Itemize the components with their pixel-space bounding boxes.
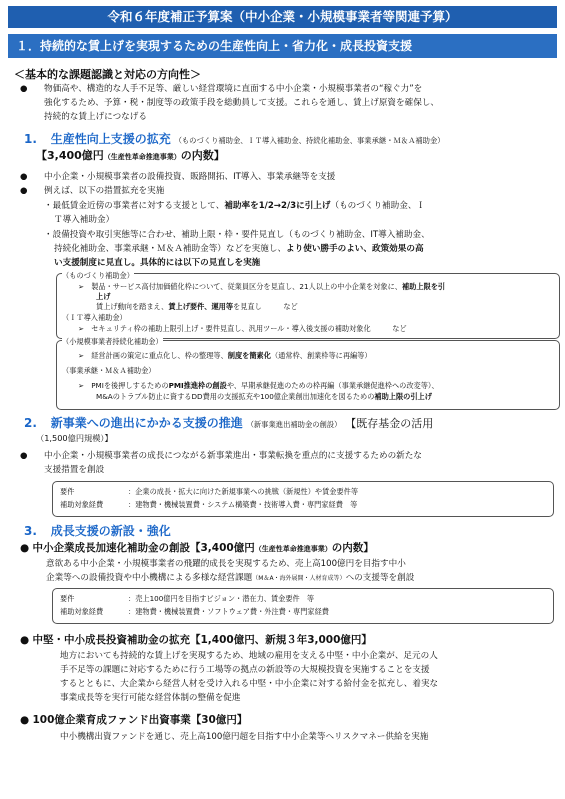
s1-box-g1a: ➢ 製品・サービス高付加価値化枠について、従業員区分を見直し、21人以上の中小企業を対象に、補助上限を引 [78, 282, 446, 291]
s2-exp-label: 補助対象経費 [60, 500, 104, 509]
basic-line-3: 持続的な賃上げにつなげる [44, 112, 147, 122]
s3-i1-l1: 意欲ある中小企業・小規模事業者の飛躍的成長を実現するため、売上高100億円を目指す中小 [46, 559, 406, 569]
s1-num: 1. [24, 132, 37, 146]
s3-i2-l2: 手不足等の課題に対応するために行う工場等の拠点の新設等の大規模投資を実施することを支援 [60, 665, 430, 675]
s1-box-g1a2: 上げ [96, 292, 111, 301]
s1-d2b: 持続化補助金、事業承継・Ｍ＆Ａ補助金等）などを実施し、より使い勝手のよい、政策効果の高 [54, 244, 424, 254]
s1-sub: （ものづくり補助金、ＩＴ導入補助金、持続化補助金、事業承継・Ｍ＆Ａ補助金） [174, 136, 445, 145]
s3-i2-l4: 事業成長等を実行可能な経営体制の整備を促進 [60, 693, 241, 703]
s1-d1a: 最低賃金近傍の事業者に対する支援として、 [52, 201, 225, 211]
s3-i2-title: ● 中堅・中小成長投資補助金の拡充【1,400億円、新規３年3,000億円】 [20, 634, 372, 646]
basic-heading: ＜基本的な課題認識と対応の方向性＞ [14, 68, 201, 81]
s3-exp-label: 補助対象経費 [60, 607, 104, 616]
s1-box-g1: （ものづくり補助金） [62, 271, 134, 280]
s3-exp: ：建物費・機械装置費・ソフトウェア費・外注費・専門家経費 [128, 607, 329, 616]
s1-d1c: （ものづくり補助金、Ｉ [330, 201, 426, 211]
s1-box-g4: （事業承継・Ｍ＆Ａ補助金） [62, 366, 156, 375]
s3-req: ：売上100億円を目指すビジョン・潜在力、賃金要件 等 [128, 594, 315, 603]
s1-d1d: Ｔ導入補助金） [54, 215, 115, 225]
s3-req-label: 要件 [60, 594, 75, 603]
s1-bullet-icon-2: ● [20, 186, 28, 196]
s1-box-g2a: ➢ セキュリティ枠の補助上限引上げ・要件見直し、汎用ツール・導入後支援の補助対象化 など [78, 324, 407, 333]
s1-budget-main: 【3,400億円 [36, 149, 104, 162]
s1-budget [36, 147, 225, 163]
s1-b1: 中小企業・小規模事業者の設備投資、販路開拓、IT導入、事業承継等を支援 [44, 172, 336, 182]
s1-d1: ・最低賃金近傍の事業者に対する支援として、補助率を1/2→2/3に引上げ（ものづくり補助金、Ｉ [44, 201, 426, 211]
s1-budget-small: （生産性革命推進事業） [103, 153, 181, 161]
s1-bullet-icon-1: ● [20, 172, 28, 182]
s3-heading: 3. 成長支援の新設・強化 [24, 524, 171, 538]
s1-d2d: い支援制度に見直し。具体的には以下の見直しを実施 [54, 258, 261, 268]
s1-box-g3a: ➢ 経営計画の策定に重点化し、枠の整理等、制度を簡素化（通常枠、創業枠等に再編等） [78, 351, 372, 360]
basic-line-2: 強化するため、予算・税・制度等の政策手段を総動員して支援。これらを通し、賃上げ原資を確保し、 [44, 98, 439, 108]
s2-bullet-icon: ● [20, 451, 28, 461]
s1-box-g4b: M&Aのトラブル防止に資するDD費用の支援拡充や100億企業創出加速化を図るための補助上限の引上げ [96, 392, 432, 401]
page-title: 令和６年度補正予算案（中小企業・小規模事業者等関連予算） [8, 6, 557, 28]
basic-bullet-icon: ● [20, 84, 28, 94]
s3-i1-l2: 企業等への設備投資や中小機構による多様な経営課題（M＆A・海外展開・人材育成等）への支援等を創設 [46, 573, 415, 583]
s1-b2: 例えば、以下の措置拡充を実施 [44, 186, 165, 196]
s2-req-label: 要件 [60, 487, 75, 496]
s1-box-g2: （ＩＴ導入補助金） [62, 313, 127, 322]
s2-exp: ：建物費・機械装置費・システム構築費・技術導入費・専門家経費 等 [128, 500, 358, 509]
s2-b1: 中小企業・小規模事業者の成長につながる新事業進出・事業転換を重点的に支援するための新たな [44, 451, 422, 461]
s1-d2a: ・設備投資や取引実態等に合わせ、補助上限・枠・要件見直し（ものづくり補助金、IT導入補助金、 [44, 230, 430, 240]
s3-i1-title: ● 中小企業成長加速化補助金の創設【3,400億円（生産性革命推進事業）の内数】 [20, 542, 374, 554]
s1-budget-end: の内数】 [180, 149, 225, 162]
s1-box-g3: （小規模事業者持続化補助金） [62, 337, 163, 346]
section-title: １．持続的な賃上げを実現するための生産性向上・省力化・成長投資支援 [8, 34, 557, 58]
s1-title: 生産性向上支援の拡充 [50, 132, 171, 146]
s1-heading [24, 130, 445, 147]
s2-b1b: 支援措置を創設 [44, 465, 105, 475]
s3-i2-l3: するとともに、大企業から経営人材を受け入れる中堅・中小企業に対する給付金を拡充し、着実な [60, 679, 439, 689]
s3-i2-l1: 地方においても持続的な賃上げを実現するため、地域の雇用を支える中堅・中小企業が、足元の人 [60, 651, 438, 661]
s3-i3-l1: 中小機構出資ファンドを通じ、売上高100億円超を目指す中小企業等へリスクマネー供給を実施 [60, 732, 429, 742]
s3-i3-title: ● 100億企業育成ファンド出資事業【30億円】 [20, 714, 248, 726]
s1-d1b: 補助率を1/2→2/3に引上げ [224, 201, 331, 211]
s1-box-g4a: ➢ PMIを後押しするためのPMI推進枠の創設や、早期承継促進のための枠再編（事業承継促進枠への改変等）、 [78, 381, 439, 390]
s2-req: ：企業の成長・拡大に向けた新規事業への挑戦（新規性）や賃金要件等 [128, 487, 359, 496]
s2-heading: 2. 新事業への進出にかかる支援の推進 （新事業進出補助金の創設） 【既存基金の活用 [24, 416, 434, 430]
s1-box-g1b: 賃上げ動向を踏まえ、賃上げ要件、運用等を見直し など [96, 302, 298, 311]
s2-budget: （1,500億円規模）】 [36, 433, 113, 443]
basic-line-1: 物価高や、構造的な人手不足等、厳しい経営環境に直面する中小企業・小規模事業者の“稼ぐ力”を [44, 84, 423, 94]
